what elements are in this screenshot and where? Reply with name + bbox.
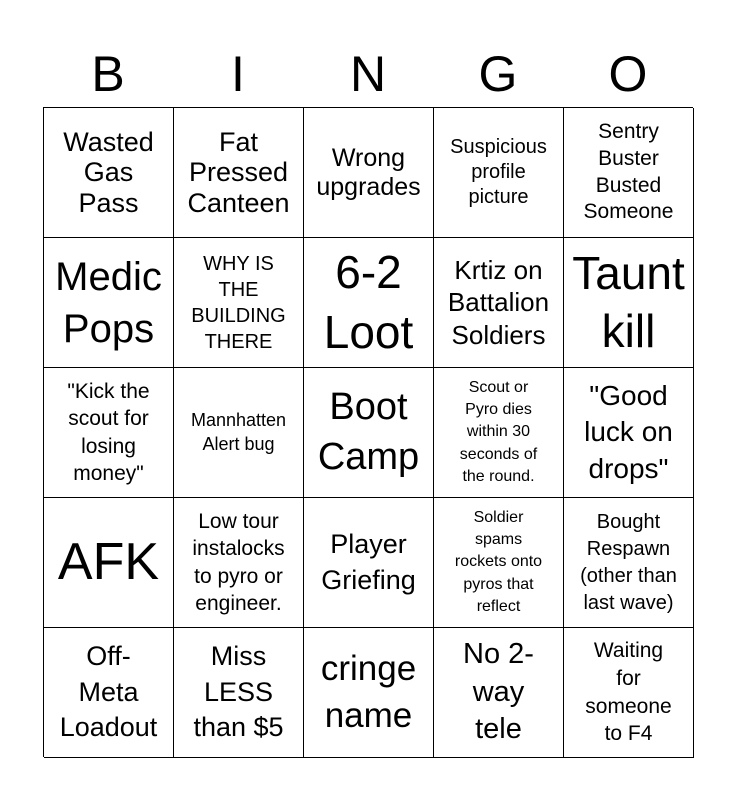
- cell-text: Boot Camp: [317, 386, 420, 478]
- cell-text: "Good luck on drops": [584, 379, 673, 484]
- header-letter-o: O: [608, 46, 648, 102]
- bingo-cell[interactable]: [44, 628, 174, 758]
- cell-text: No 2- way tele: [463, 637, 534, 746]
- bingo-cell[interactable]: [44, 368, 174, 498]
- cell-text: Taunt kill: [572, 247, 685, 357]
- cell-text: Low tour instalocks to pyro or engineer.: [192, 509, 285, 615]
- bingo-cell[interactable]: [44, 108, 174, 238]
- cell-text: Medic Pops: [55, 254, 162, 351]
- cell-text: 6-2 Loot: [323, 245, 414, 358]
- bingo-cell[interactable]: [174, 108, 304, 238]
- bingo-cell[interactable]: [44, 498, 174, 628]
- cell-text: WHY IS THE BUILDING THERE: [191, 252, 286, 353]
- cell-text: Miss LESS than $5: [193, 640, 284, 743]
- cell-text: AFK: [57, 533, 160, 592]
- bingo-cell[interactable]: [564, 368, 694, 498]
- cell-text: cringe name: [320, 648, 417, 735]
- cell-text: Player Griefing: [321, 529, 416, 595]
- cell-text: Sentry Buster Busted Someone: [583, 119, 674, 224]
- bingo-cell[interactable]: [304, 108, 434, 238]
- header-letter-n: N: [349, 46, 387, 102]
- bingo-cell[interactable]: [564, 498, 694, 628]
- header-letter-i: I: [231, 46, 245, 102]
- bingo-cell[interactable]: [564, 628, 694, 758]
- bingo-cell[interactable]: [44, 238, 174, 368]
- cell-text: Bought Respawn (other than last wave): [580, 510, 677, 614]
- bingo-cell[interactable]: [304, 498, 434, 628]
- bingo-cell[interactable]: [174, 498, 304, 628]
- bingo-cell[interactable]: [304, 368, 434, 498]
- bingo-cell[interactable]: [434, 368, 564, 498]
- bingo-cell[interactable]: [564, 108, 694, 238]
- bingo-cell[interactable]: [174, 628, 304, 758]
- bingo-cell[interactable]: [174, 368, 304, 498]
- bingo-cell[interactable]: [434, 628, 564, 758]
- header-letter-g: G: [478, 46, 518, 102]
- cell-text: Wrong upgrades: [316, 144, 421, 201]
- header-letter-b: B: [91, 46, 125, 102]
- bingo-cell[interactable]: [174, 238, 304, 368]
- cell-text: Mannhatten Alert bug: [190, 410, 287, 454]
- bingo-cell[interactable]: [304, 628, 434, 758]
- bingo-board: [43, 107, 693, 757]
- cell-text: Suspicious profile picture: [450, 136, 547, 208]
- bingo-cell[interactable]: [434, 108, 564, 238]
- cell-text: Off- Meta Loadout: [59, 640, 158, 743]
- cell-text: Waiting for someone to F4: [585, 638, 672, 746]
- bingo-cell[interactable]: [434, 498, 564, 628]
- cell-text: Soldier spams rockets onto pyros that reflect: [454, 509, 543, 615]
- bingo-cell[interactable]: [434, 238, 564, 368]
- cell-text: "Kick the scout for losing money": [67, 379, 150, 485]
- cell-text: Krtiz on Battalion Soldiers: [447, 254, 550, 350]
- cell-text: Fat Pressed Canteen: [187, 126, 290, 218]
- cell-text: Scout or Pyro dies within 30 seconds of the round.: [459, 379, 538, 485]
- bingo-cell[interactable]: [304, 238, 434, 368]
- bingo-cell[interactable]: [564, 238, 694, 368]
- cell-text: Wasted Gas Pass: [63, 126, 154, 218]
- bingo-header: [43, 40, 693, 108]
